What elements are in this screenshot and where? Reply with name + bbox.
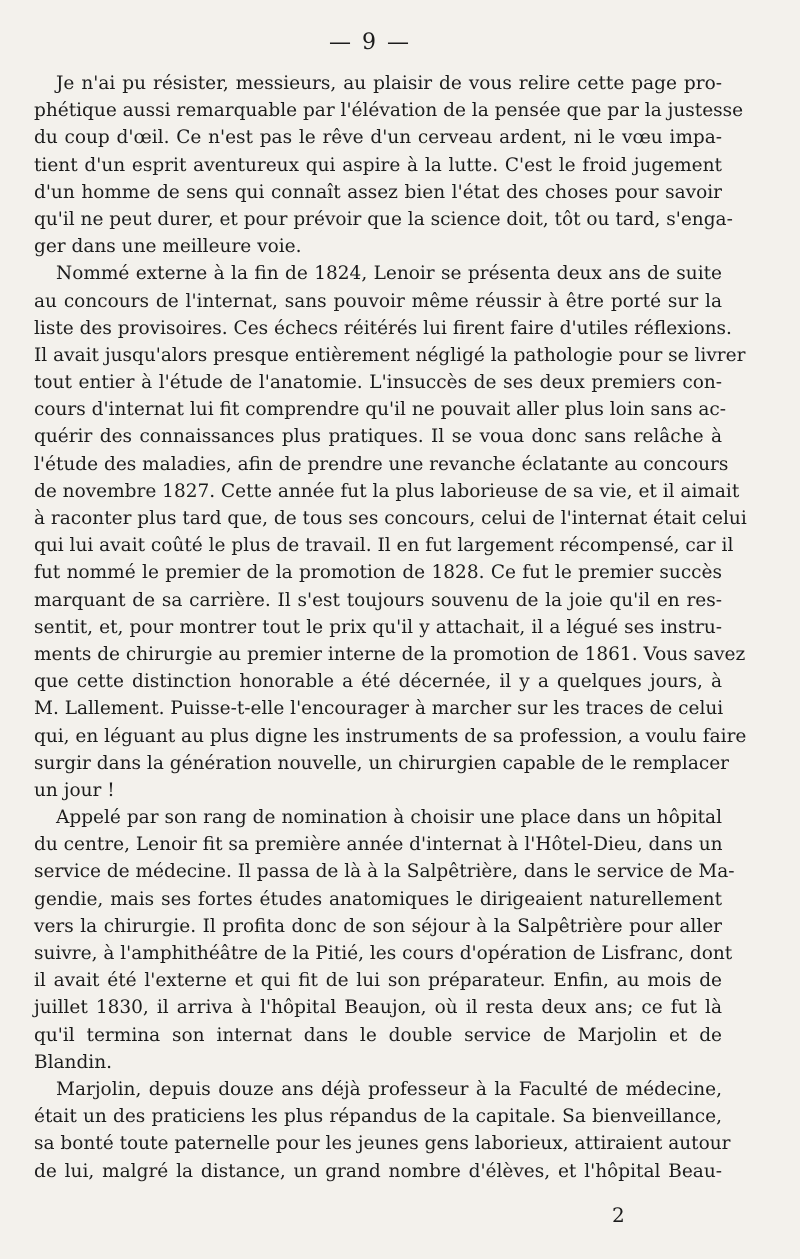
text-line: phétique aussi remarquable par l'élévation de la pensée que par la justesse <box>34 100 744 122</box>
text-line: suivre, à l'amphithéâtre de la Pitié, les cours d'opération de Lisfranc, dont <box>34 943 733 964</box>
text-line: qu'il ne peut durer, et pour prévoir que la science doit, tôt ou tard, s'enga- <box>34 208 733 230</box>
text-line: tout entier à l'étude de l'anatomie. L'insuccès de ses deux premiers con- <box>34 372 722 394</box>
text-line: M. Lallement. Puisse-t-elle l'encourager à marcher sur les traces de celui <box>34 698 724 720</box>
text-line: d'un homme de sens qui connaît assez bien l'état des choses pour savoir <box>34 181 722 203</box>
text-line: l'étude des maladies, afin de prendre une revanche éclatante au concours <box>34 453 729 475</box>
text-line: Nommé externe à la fin de 1824, Lenoir se présenta deux ans de suite <box>56 263 722 285</box>
text-line: il avait été l'externe et qui fit de lui son préparateur. Enfin, au mois de <box>34 970 722 992</box>
signature-mark: 2 <box>612 1203 625 1227</box>
text-line: que cette distinction honorable a été décernée, il y a quelques jours, à <box>34 671 722 693</box>
text-line: sentit, et, pour montrer tout le prix qu'il y attachait, il a légué ses instru- <box>34 616 722 638</box>
text-line: service de médecine. Il passa de là à la Salpêtrière, dans le service de Ma- <box>34 861 735 883</box>
text-line: ger dans une meilleure voie. <box>34 236 302 258</box>
page-number: — 9 — <box>329 30 411 55</box>
text-line: Blandin. <box>34 1051 113 1073</box>
text-line: cours d'internat lui fit comprendre qu'il ne pouvait aller plus loin sans ac- <box>34 399 726 421</box>
text-line: Marjolin, depuis douze ans déjà professeur à la Faculté de médecine, <box>56 1078 722 1100</box>
text-line: Il avait jusqu'alors presque entièrement négligé la pathologie pour se livrer <box>34 344 746 366</box>
text-line: de lui, malgré la distance, un grand nombre d'élèves, et l'hôpital Beau- <box>34 1160 722 1182</box>
text-line: fut nommé le premier de la promotion de 1828. Ce fut le premier succès <box>34 562 722 584</box>
text-line: de novembre 1827. Cette année fut la plus laborieuse de sa vie, et il aimait <box>34 480 740 502</box>
paragraph <box>34 70 744 260</box>
text-line: vers la chirurgie. Il profita donc de son séjour à la Salpêtrière pour aller <box>34 915 722 937</box>
text-line: surgir dans la génération nouvelle, un chirurgien capable de le remplacer <box>34 752 729 774</box>
text-line: quérir des connaissances plus pratiques. Il se voua donc sans relâche à <box>34 426 722 448</box>
text-line: sa bonté toute paternelle pour les jeunes gens laborieux, attiraient autour <box>34 1133 731 1155</box>
text-line: un jour ! <box>34 779 115 801</box>
text-line: marquant de sa carrière. Il s'est toujours souvenu de la joie qu'il en res- <box>34 589 722 611</box>
paragraph <box>34 804 735 1076</box>
body-text <box>34 70 747 1185</box>
paragraph <box>34 1076 731 1185</box>
text-line: liste des provisoires. Ces échecs réitérés lui firent faire d'utiles réflexions. <box>34 317 732 339</box>
text-line: à raconter plus tard que, de tous ses concours, celui de l'internat était celui <box>34 508 747 529</box>
text-line: tient d'un esprit aventureux qui aspire à la lutte. C'est le froid jugement <box>34 154 722 176</box>
text-line: qu'il termina son internat dans le double service de Marjolin et de <box>34 1024 722 1046</box>
text-line: était un des praticiens les plus répandus de la capitale. Sa bienveillance, <box>34 1106 722 1128</box>
text-line: du centre, Lenoir fit sa première année d'internat à l'Hôtel-Dieu, dans un <box>34 834 723 856</box>
text-line: du coup d'œil. Ce n'est pas le rêve d'un cerveau ardent, ni le vœu impa- <box>34 127 722 149</box>
text-line: qui, en léguant au plus digne les instruments de sa profession, a voulu faire <box>34 725 747 747</box>
text-line: Je n'ai pu résister, messieurs, au plaisir de vous relire cette page pro- <box>56 73 722 94</box>
text-line: ments de chirurgie au premier interne de la promotion de 1861. Vous savez <box>34 643 746 665</box>
text-line: qui lui avait coûté le plus de travail. Il en fut largement récompensé, car il <box>34 535 734 557</box>
text-line: Appelé par son rang de nomination à choisir une place dans un hôpital <box>56 807 722 829</box>
text-line: juillet 1830, il arriva à l'hôpital Beaujon, où il resta deux ans; ce fut là <box>34 997 722 1019</box>
paragraph <box>34 260 747 804</box>
text-line: gendie, mais ses fortes études anatomiques le dirigeaient naturellement <box>34 888 722 910</box>
text-line: au concours de l'internat, sans pouvoir même réussir à être porté sur la <box>34 290 722 312</box>
